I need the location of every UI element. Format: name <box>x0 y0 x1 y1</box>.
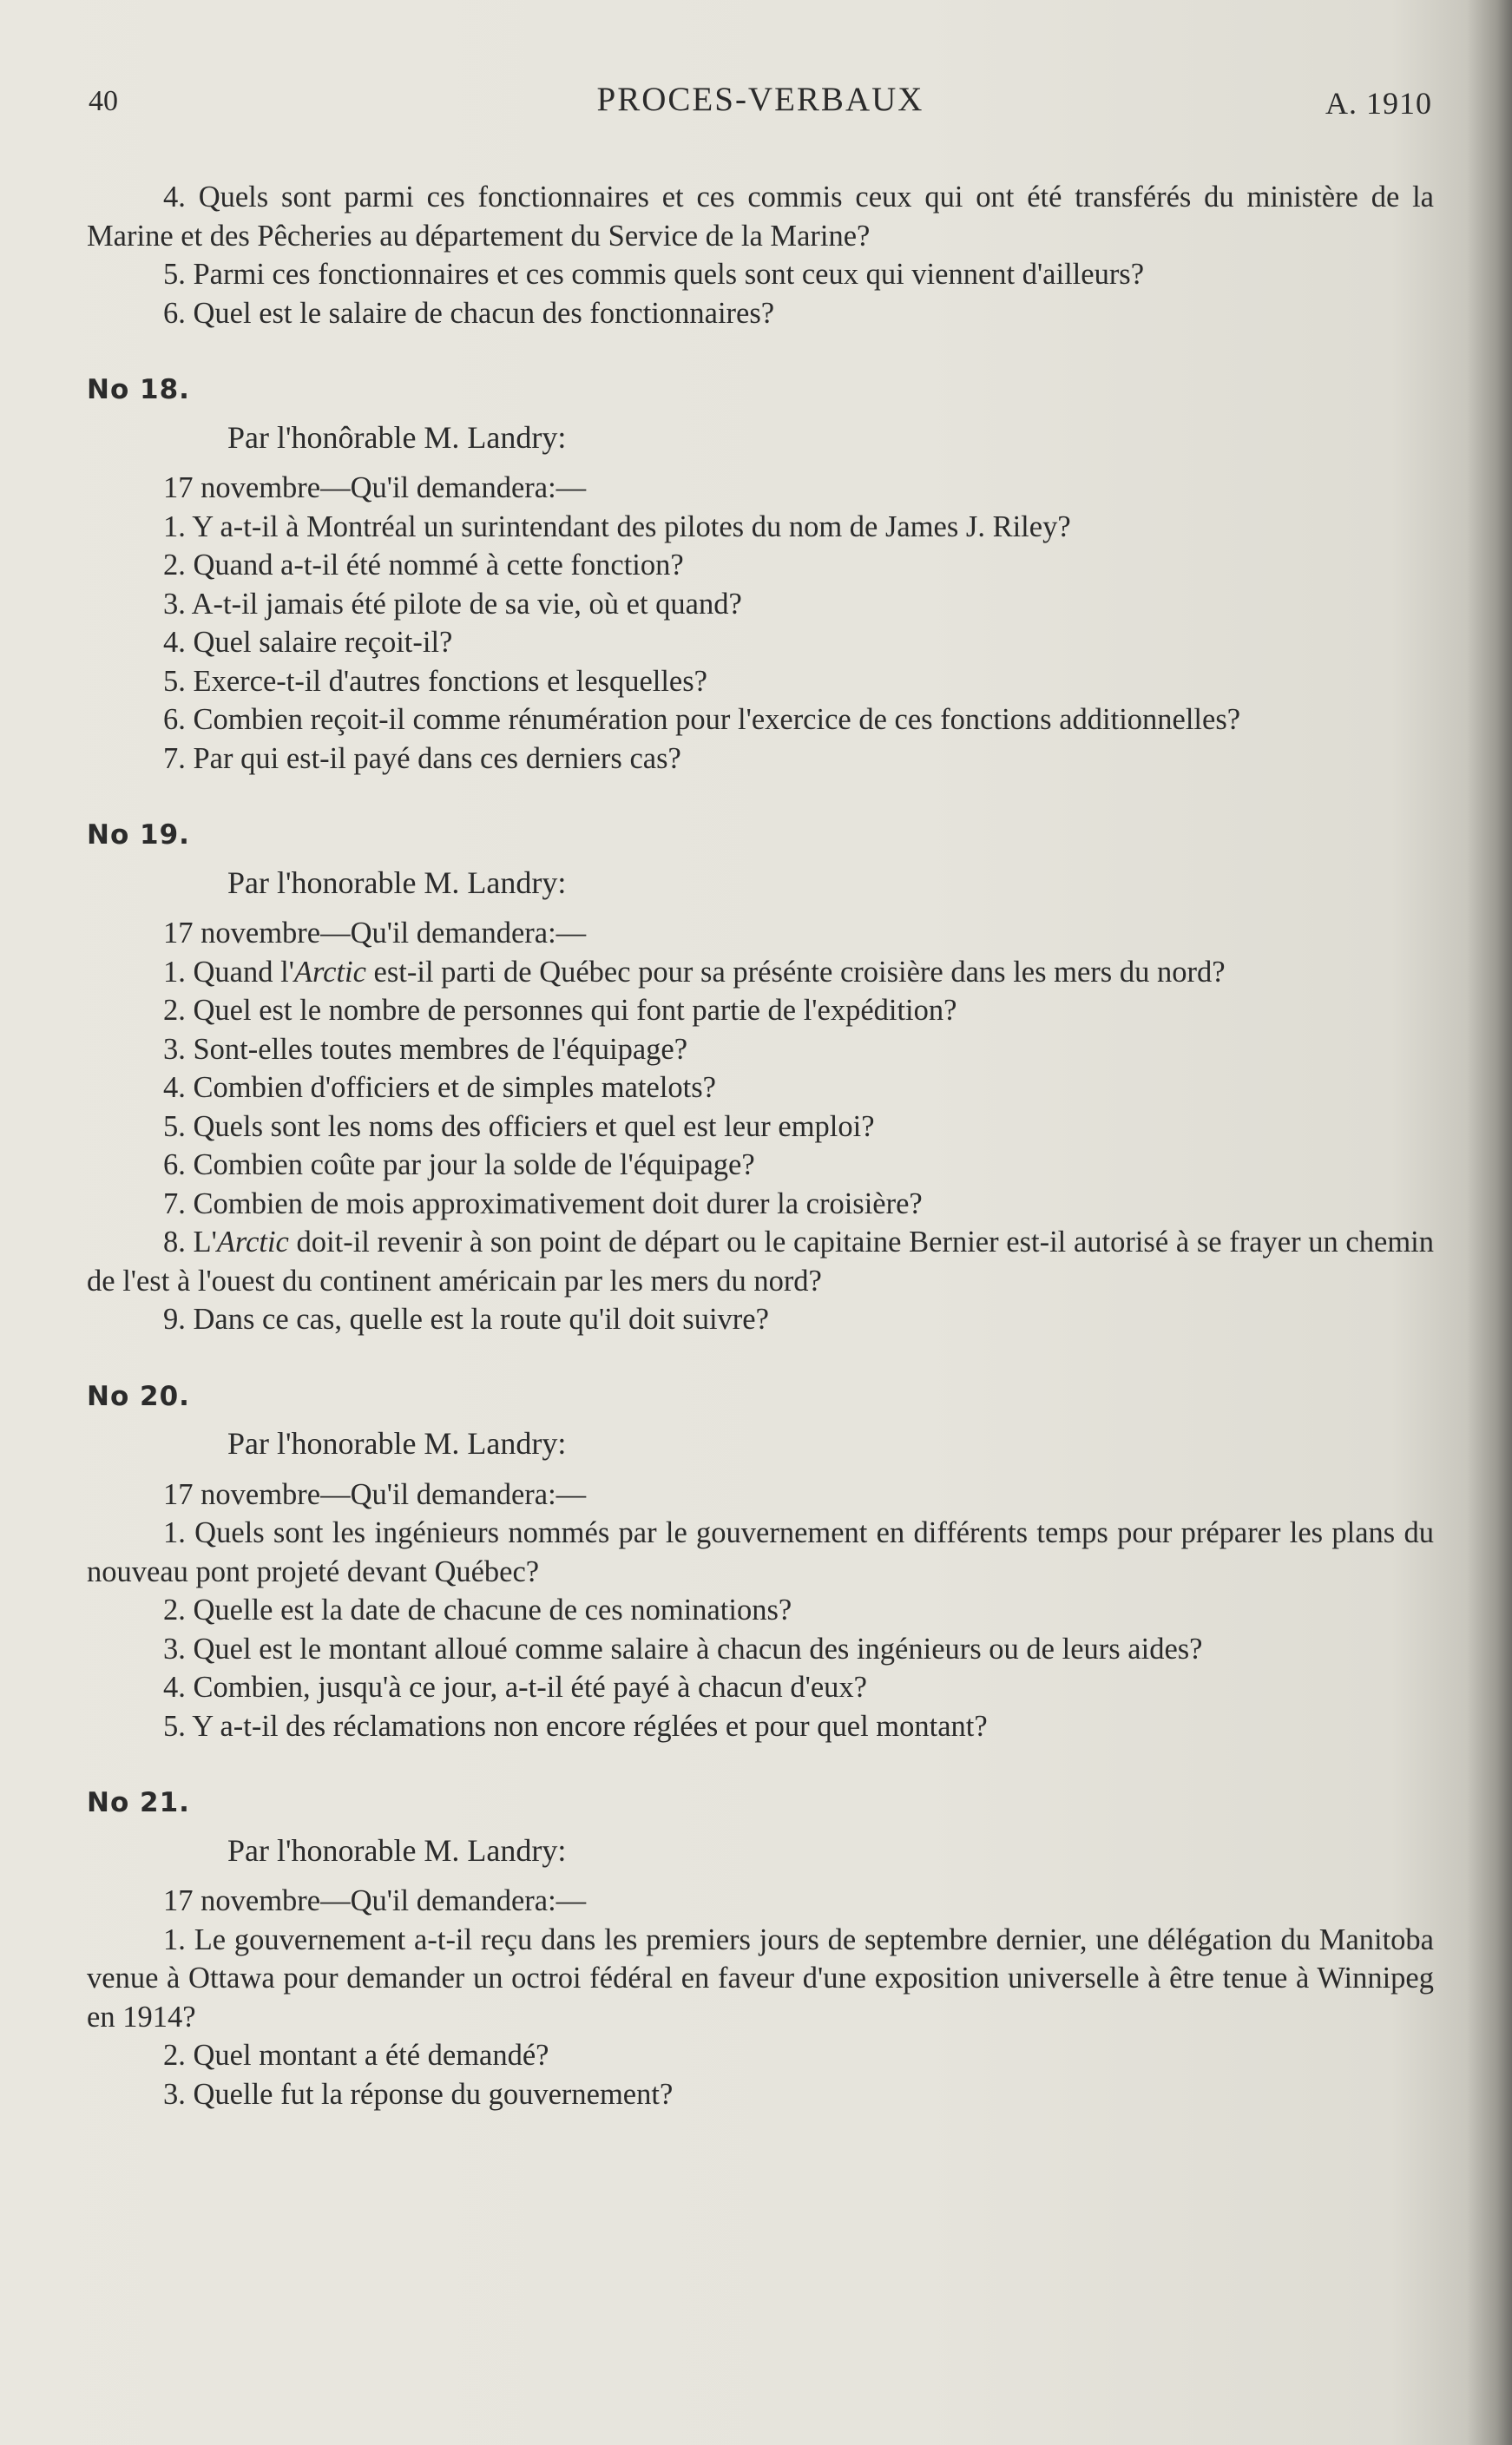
question: 1. Quand l'Arctic est-il parti de Québec pour sa présénte croisière dans les mers du nord? <box>163 955 1226 989</box>
question: 7. Par qui est-il payé dans ces derniers cas? <box>163 741 681 775</box>
section-no-19 <box>87 816 1434 1339</box>
question: 3. Sont-elles toutes membres de l'équipage? <box>163 1032 688 1066</box>
page-number: 40 <box>89 85 118 117</box>
section-date: 17 novembre—Qu'il demandera:— <box>163 1477 587 1511</box>
question: 4. Quel salaire reçoit-il? <box>163 626 453 659</box>
section-date: 17 novembre—Qu'il demandera:— <box>163 1884 587 1917</box>
section-no-21 <box>87 1784 1434 2113</box>
section-author: Par l'honorable M. Landry: <box>227 1426 567 1461</box>
question: 2. Quel est le nombre de personnes qui font partie de l'expédition? <box>163 994 957 1027</box>
question: 2. Quand a-t-il été nommé à cette fonction? <box>163 549 684 582</box>
question: 7. Combien de mois approximativement doit durer la croisière? <box>163 1186 923 1220</box>
question: 1. Le gouvernement a-t-il reçu dans les premiers jours de septembre dernier, une délégation du Manitoba venue à Ottawa pour demander un octroi fédéral en faveur d'une exposition universelle à être tenue à Winnipeg en 1914? <box>87 1922 1434 2034</box>
intro-questions <box>87 178 1434 332</box>
section-date: 17 novembre—Qu'il demandera:— <box>163 471 587 504</box>
question: 6. Combien coûte par jour la solde de l'équipage? <box>163 1148 755 1181</box>
section-number: No 21. <box>87 1787 190 1818</box>
question: 3. Quelle fut la réponse du gouvernement? <box>163 2077 674 2111</box>
document-body <box>87 178 1434 2113</box>
question: 1. Y a-t-il à Montréal un surintendant des pilotes du nom de James J. Riley? <box>163 509 1071 543</box>
question: 3. Quel est le montant alloué comme salaire à chacun des ingénieurs ou de leurs aides? <box>163 1632 1203 1666</box>
question: 9. Dans ce cas, quelle est la route qu'il doit suivre? <box>163 1303 769 1336</box>
section-number: No 20. <box>87 1380 190 1412</box>
page-header <box>89 80 1432 123</box>
question: 4. Quels sont parmi ces fonctionnaires et ces commis ceux qui ont été transférés du ministère de la Marine et des Pêcheries au département du Service de la Marine? <box>87 181 1434 253</box>
question: 8. L'Arctic doit-il revenir à son point de départ ou le capitaine Bernier est-il autorisé à se frayer un chemin de l'est à l'ouest du continent américain par les mers du nord? <box>87 1226 1434 1298</box>
question: 2. Quel montant a été demandé? <box>163 2039 549 2072</box>
section-author: Par l'honorable M. Landry: <box>227 864 567 900</box>
section-no-18 <box>87 371 1434 778</box>
question: 6. Quel est le salaire de chacun des fonctionnaires? <box>163 296 775 330</box>
question: 4. Combien d'officiers et de simples matelots? <box>163 1071 716 1104</box>
question: 4. Combien, jusqu'à ce jour, a-t-il été payé à chacun d'eux? <box>163 1671 867 1704</box>
page-title: PROCES-VERBAUX <box>596 81 924 118</box>
section-date: 17 novembre—Qu'il demandera:— <box>163 917 587 950</box>
question: 5. Exerce-t-il d'autres fonctions et lesquelles? <box>163 664 707 698</box>
question: 3. A-t-il jamais été pilote de sa vie, où et quand? <box>163 587 742 621</box>
question: 5. Y a-t-il des réclamations non encore réglées et pour quel montant? <box>163 1709 988 1743</box>
question: 5. Quels sont les noms des officiers et quel est leur emploi? <box>163 1109 875 1143</box>
question: 6. Combien reçoit-il comme rénumération pour l'exercice de ces fonctions additionnelles? <box>163 703 1241 736</box>
question: 2. Quelle est la date de chacune de ces nominations? <box>163 1594 792 1627</box>
question: 1. Quels sont les ingénieurs nommés par le gouvernement en différents temps pour préparer les plans du nouveau pont projeté devant Québec? <box>87 1516 1434 1588</box>
page-year: A. 1910 <box>1325 86 1432 121</box>
question: 5. Parmi ces fonctionnaires et ces commis quels sont ceux qui viennent d'ailleurs? <box>163 258 1145 291</box>
section-number: No 18. <box>87 374 190 405</box>
section-number: No 19. <box>87 819 190 851</box>
section-author: Par l'honorable M. Landry: <box>227 1832 567 1868</box>
section-no-20 <box>87 1377 1434 1746</box>
section-author: Par l'honôrable M. Landry: <box>227 419 567 455</box>
